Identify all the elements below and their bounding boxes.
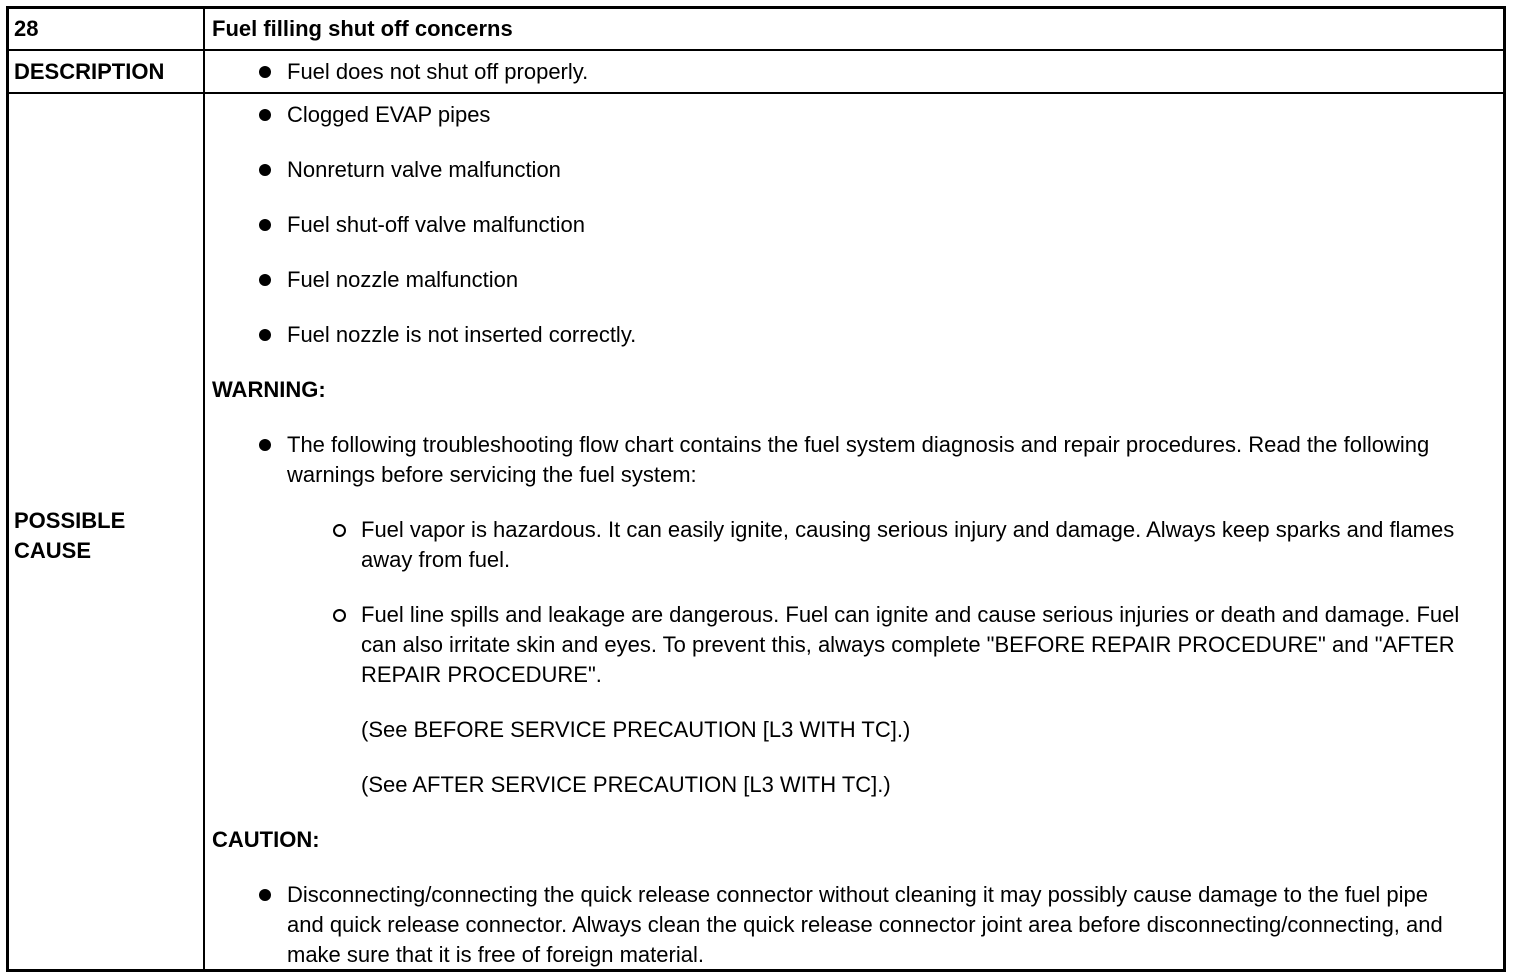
bullet-icon <box>259 889 271 901</box>
cause-item: Fuel shut-off valve malfunction <box>287 212 585 237</box>
cause-item: Clogged EVAP pipes <box>287 102 491 127</box>
caution-text: Disconnecting/connecting the quick release connector without cleaning it may possibly cause damage to the fuel pipe and quick release connector. Always clean the quick release connector joint area before disconnecting/connecting, and make sure that it is free of foreign material. <box>287 882 1443 967</box>
cause-item: Fuel nozzle malfunction <box>287 267 519 292</box>
description-item: Fuel does not shut off properly. <box>287 59 589 84</box>
description-row <box>9 51 1503 94</box>
warning-sub-item: Fuel vapor is hazardous. It can easily ignite, causing serious injury and damage. Always keep sparks and flames away from fuel. <box>361 517 1455 572</box>
possible-cause-label-cell <box>9 94 205 969</box>
bullet-icon <box>259 439 271 451</box>
bullet-icon <box>259 109 271 121</box>
see-before-link: (See BEFORE SERVICE PRECAUTION [L3 WITH TC].) <box>361 717 911 742</box>
bullet-icon <box>259 219 271 231</box>
possible-cause-label-line1: POSSIBLE <box>14 508 126 533</box>
bullet-icon <box>259 66 271 78</box>
troubleshooting-title: Fuel filling shut off concerns <box>212 16 513 41</box>
troubleshooting-table <box>6 6 1506 972</box>
header-row <box>9 9 1503 51</box>
circle-bullet-icon <box>333 609 346 622</box>
see-after-link: (See AFTER SERVICE PRECAUTION [L3 WITH TC].) <box>361 772 891 797</box>
bullet-icon <box>259 164 271 176</box>
cause-item: Nonreturn valve malfunction <box>287 157 561 182</box>
description-label: DESCRIPTION <box>9 51 205 92</box>
possible-cause-label <box>14 506 125 566</box>
possible-cause-cell <box>205 94 1503 969</box>
bullet-icon <box>259 329 271 341</box>
circle-bullet-icon <box>333 524 346 537</box>
caution-heading: CAUTION: <box>212 827 320 852</box>
warning-sub-item: Fuel line spills and leakage are dangerous. Fuel can ignite and cause serious injuries or death and damage. Fuel can also irritate skin and eyes. To prevent this, always complete "BEFORE REPAIR PROCEDURE" and "AFTER REPAIR PROCEDURE". <box>361 602 1460 687</box>
warning-heading: WARNING: <box>212 377 326 402</box>
bullet-icon <box>259 274 271 286</box>
description-cell <box>205 51 1503 92</box>
troubleshooting-number: 28 <box>9 9 205 49</box>
possible-cause-label-line2: CAUSE <box>14 538 92 563</box>
cause-item: Fuel nozzle is not inserted correctly. <box>287 322 637 347</box>
header-cell <box>205 9 1503 49</box>
warning-intro: The following troubleshooting flow chart contains the fuel system diagnosis and repair procedures. Read the following warnings before servicing the fuel system: <box>287 432 1430 487</box>
possible-cause-row <box>9 94 1503 969</box>
